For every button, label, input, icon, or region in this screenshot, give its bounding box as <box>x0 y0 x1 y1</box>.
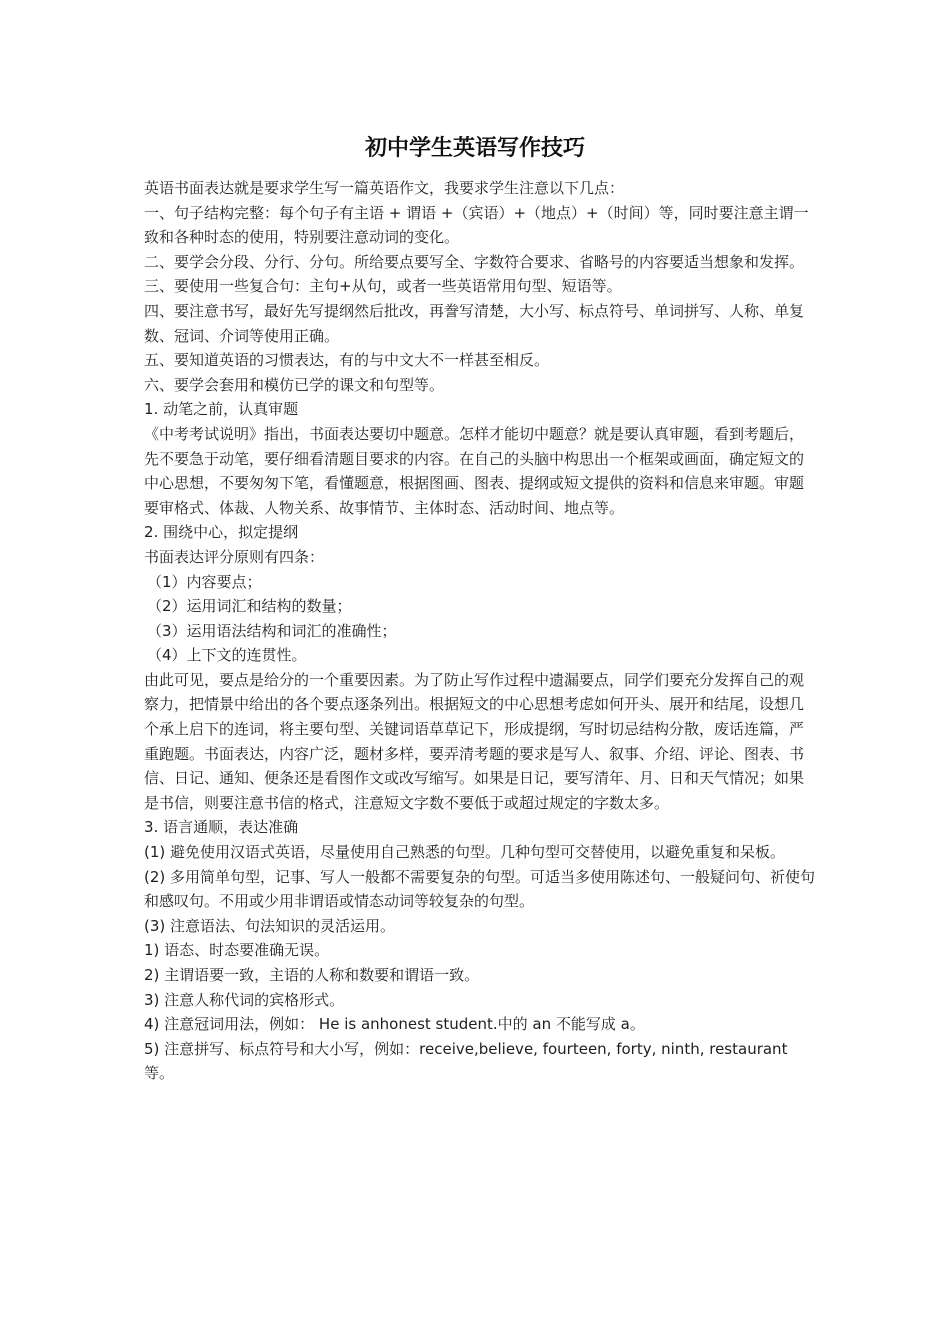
paragraph-section-2: 由此可见，要点是给分的一个重要因素。为了防止写作过程中遗漏要点，同学们要充分发挥自己的观察力，把情景中给出的各个要点逐条列出。根据短文的中心思想考虑如何开头、展开和结尾，设想几个承上启下的连词，将主要句型、关键词语草草记下，形成提纲，写时切忌结构分散，废话连篇，严重跑题。书面表达，内容广泛，题材多样，要弄清考题的要求是写人、叙事、介绍、评论、图表、书信、日记、通知、便条还是看图作文或改写缩写。如果是日记，要写清年、月、日和天气情况；如果是书信，则要注意书信的格式，注意短文字数不要低于或超过规定的字数太多。 <box>144 670 805 812</box>
grammar-item-3: 3) 注意人称代词的宾格形式。 <box>144 990 345 1009</box>
section-heading-2: 2. 围绕中心，拟定提纲 <box>144 523 299 542</box>
paragraph-point-5: 五、要知道英语的习惯表达，有的与中文大不一样甚至相反。 <box>144 351 550 370</box>
paragraph-point-3: 三、要使用一些复合句：主句+从句，或者一些英语常用句型、短语等。 <box>144 277 622 296</box>
section-heading-3: 3. 语言通顺，表达准确 <box>144 818 299 837</box>
tip-item-1: (1) 避免使用汉语式英语，尽量使用自己熟悉的句型。几种句型可交替使用，以避免重复和呆板。 <box>144 843 786 862</box>
paragraph-intro: 英语书面表达就是要求学生写一篇英语作文，我要求学生注意以下几点： <box>144 179 625 197</box>
scoring-item-2: （2）运用词汇和结构的数量； <box>147 597 352 616</box>
scoring-item-4: （4）上下文的连贯性。 <box>147 646 307 665</box>
section-heading-1: 1. 动笔之前，认真审题 <box>144 400 299 419</box>
grammar-item-4: 4) 注意冠词用法，例如： He is anhonest student.中的 an 不能写成 a。 <box>144 1015 645 1034</box>
paragraph-section-1: 《中考考试说明》指出，书面表达要切中题意。怎样才能切中题意？就是要认真审题，看到考题后，先不要急于动笔，要仔细看清题目要求的内容。在自己的头脑中构思出一个框架或画面，确定短文的中心思想，不要匆匆下笔，看懂题意，根据图画、图表、提纲或短文提供的资料和信息来审题。审题要审格式、体裁、人物关系、故事情节、主体时态、活动时间、地点等。 <box>144 424 805 517</box>
grammar-item-5: 5) 注意拼写、标点符号和大小写，例如：receive,believe, fourteen, forty, ninth, restaurant 等。 <box>144 1039 788 1083</box>
paragraph-point-6: 六、要学会套用和模仿已学的课文和句型等。 <box>144 375 445 394</box>
tip-item-3: (3) 注意语法、句法知识的灵活运用。 <box>144 916 396 935</box>
paragraph-point-1: 一、句子结构完整：每个句子有主语 + 谓语 +（宾语）+（地点）+（时间）等，同时要注意主谓一致和各种时态的使用，特别要注意动词的变化。 <box>144 203 809 247</box>
scoring-item-3: （3）运用语法结构和词汇的准确性； <box>147 621 397 640</box>
paragraph-scoring-intro: 书面表达评分原则有四条： <box>144 547 325 566</box>
tip-item-2: (2) 多用简单句型，记事、写人一般都不需要复杂的句型。可适当多使用陈述句、一般疑问句、祈使句和感叹句。不用或少用非谓语或情态动词等较复杂的句型。 <box>144 867 816 911</box>
paragraph-point-2: 二、要学会分段、分行、分句。所给要点要写全、字数符合要求、省略号的内容要适当想象和发挥。 <box>144 252 805 271</box>
document-body <box>144 176 816 1086</box>
grammar-item-2: 2) 主谓语要一致，主语的人称和数要和谓语一致。 <box>144 966 480 984</box>
scoring-item-1: （1）内容要点； <box>147 572 262 591</box>
document-title: 初中学生英语写作技巧 <box>364 136 585 161</box>
paragraph-point-4: 四、要注意书写，最好先写提纲然后批改，再誊写清楚，大小写、标点符号、单词拼写、人称、单复数、冠词、介词等使用正确。 <box>144 301 805 345</box>
grammar-item-1: 1) 语态、时态要准确无误。 <box>144 941 330 960</box>
